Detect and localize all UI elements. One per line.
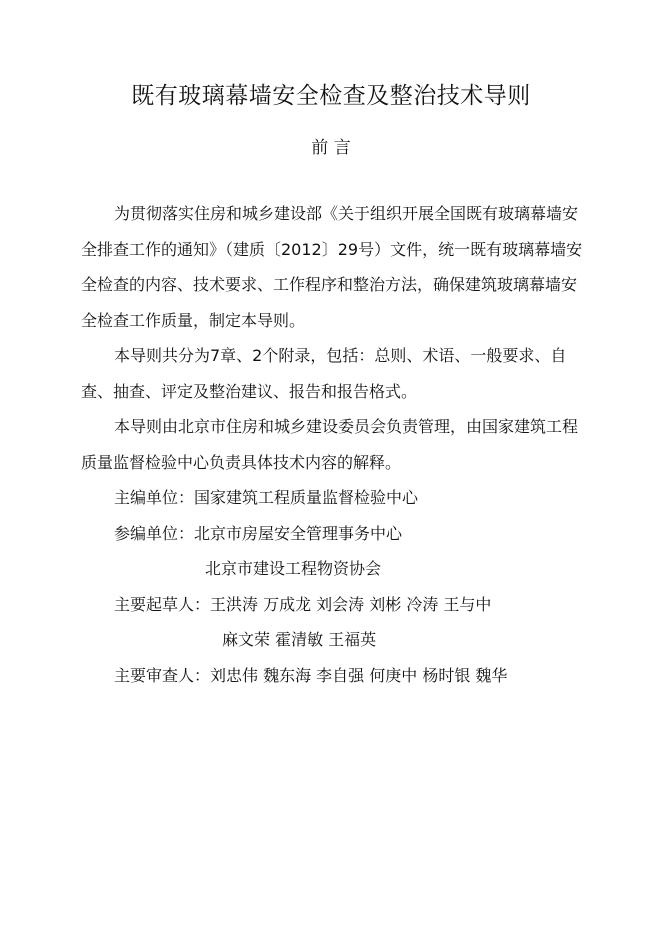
reviewers-line1: 主要审查人：刘忠伟 魏东海 李自强 何庚中 杨时银 魏华 bbox=[114, 665, 508, 685]
document-title: 既有玻璃幕墙安全检查及整治技术导则 bbox=[131, 83, 531, 109]
paragraph-purpose: 为贯彻落实住房和城乡建设部《关于组织开展全国既有玻璃幕墙安全排查工作的通知》（建质〔2012〕29号）文件，统一既有玻璃幕墙安全检查的内容、技术要求、工作程序和整治方法，确保建筑玻璃幕墙安全检查工作质量，制定本导则。 bbox=[81, 204, 583, 330]
participating-units-line2: 北京市建设工程物资协会 bbox=[205, 559, 382, 578]
section-heading: 前 言 bbox=[311, 138, 351, 158]
drafters-line1: 主要起草人：王洪涛 万成龙 刘会涛 刘彬 冷涛 王与中 bbox=[114, 594, 492, 614]
drafters-line2: 麻文荣 霍清敏 王福英 bbox=[222, 630, 377, 649]
document-body bbox=[81, 196, 591, 693]
paragraph-management: 本导则由北京市住房和城乡建设委员会负责管理，由国家建筑工程质量监督检验中心负责具体技术内容的解释。 bbox=[81, 417, 579, 472]
chief-editor-unit: 主编单位：国家建筑工程质量监督检验中心 bbox=[114, 488, 419, 507]
paragraph-structure: 本导则共分为7章、2个附录，包括：总则、术语、一般要求、自查、抽查、评定及整治建议、报告和报告格式。 bbox=[81, 346, 567, 401]
participating-units-line1: 参编单位：北京市房屋安全管理事务中心 bbox=[114, 523, 403, 543]
